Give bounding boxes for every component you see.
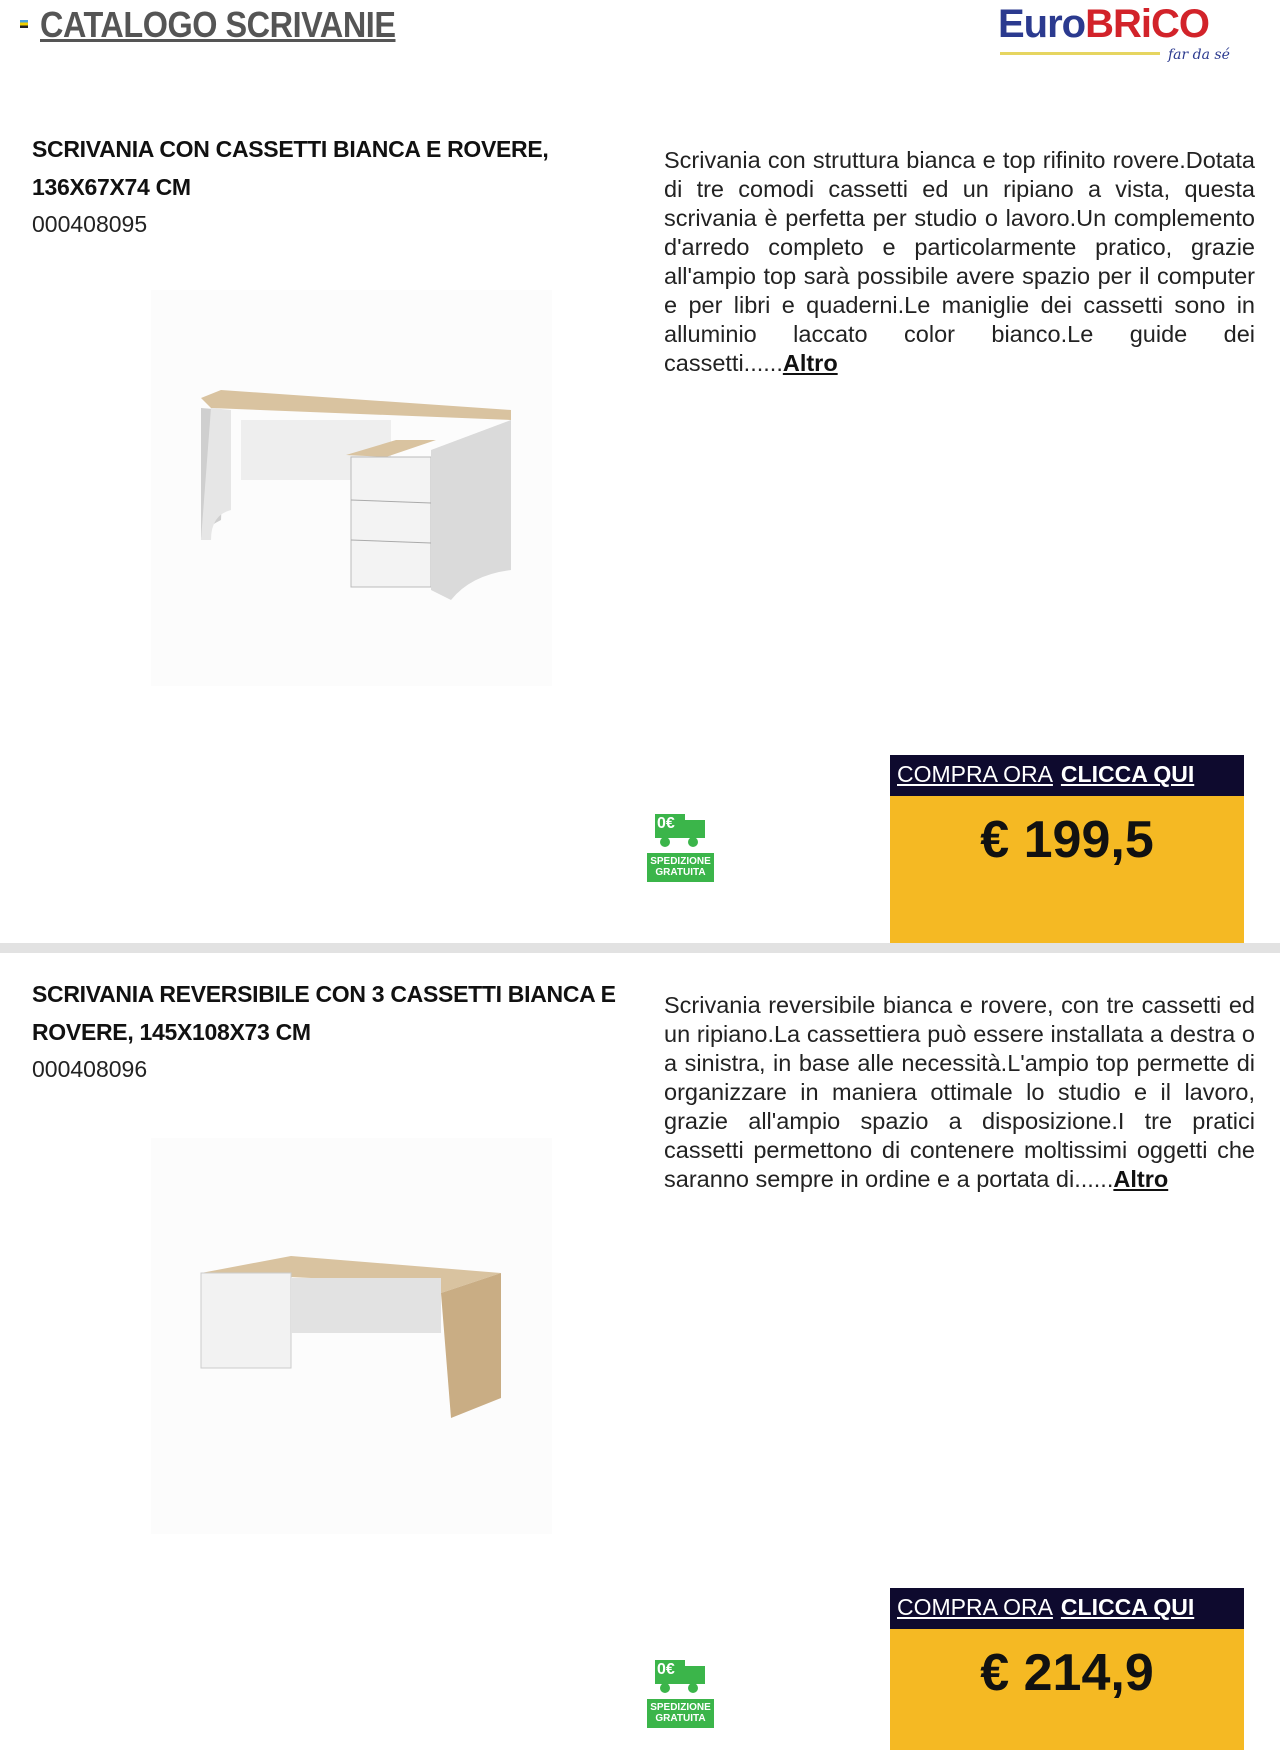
more-link[interactable]: Altro (1113, 1166, 1169, 1192)
description-text: Scrivania reversibile bianca e rovere, con tre cassetti ed un ripiano.La cassettiera può essere installata a destra o a sinistra, in base alle necessità.L'ampio top permette di organizzare in maniera ottimale lo studio e il lavoro, grazie all'ampio spazio a disposizione.I tre pratici cassetti permettono di contenere moltissimi oggetti che saranno sempre in ordine e a portata di...... (664, 992, 1255, 1192)
buy-now-label[interactable]: COMPRA ORA (897, 761, 1053, 787)
logo-tagline: far da sé (1168, 47, 1230, 63)
logo-underline (1000, 52, 1160, 55)
eurobrico-logo[interactable] (998, 2, 1243, 64)
shipping-line2: GRATUITA (655, 1713, 706, 1724)
description-text: Scrivania con struttura bianca e top rifinito rovere.Dotata di tre comodi cassetti ed un ripiano a vista, questa scrivania è perfetta per studio o lavoro.Un complemento d'arredo completo e particolarmente pratico, grazie all'ampio top sarà possibile avere spazio per il computer e per libri e quaderni.Le maniglie dei cassetti sono in alluminio laccato color bianco.Le guide dei cassetti...... (664, 147, 1255, 376)
more-link[interactable]: Altro (782, 350, 838, 376)
shipping-line1: SPEDIZIONE (650, 1702, 711, 1713)
bullet-icon (20, 20, 28, 28)
product-image[interactable] (151, 1138, 552, 1534)
product-image[interactable] (151, 290, 552, 686)
free-shipping-badge (647, 812, 714, 882)
product-description (664, 146, 1255, 378)
logo-euro: Euro (998, 2, 1086, 46)
shipping-label (647, 1702, 714, 1724)
product-code: 000408095 (32, 211, 148, 237)
product-description (664, 991, 1255, 1194)
shipping-amount: 0€ (657, 815, 675, 832)
product-title: SCRIVANIA CON CASSETTI BIANCA E ROVERE, 136X67X74 CM (32, 136, 549, 200)
buy-now-label[interactable]: COMPRA ORA (897, 1594, 1053, 1620)
product-heading (32, 975, 642, 1087)
shipping-amount: 0€ (657, 1661, 675, 1678)
product-code: 000408096 (32, 1056, 148, 1082)
shipping-line2: GRATUITA (655, 867, 706, 878)
click-here-link[interactable]: CLICCA QUI (1060, 761, 1195, 787)
buy-header[interactable] (890, 1588, 1244, 1629)
shipping-label (647, 856, 714, 878)
price: € 199,5 (980, 811, 1154, 869)
shipping-line1: SPEDIZIONE (650, 856, 711, 867)
price: € 214,9 (980, 1644, 1154, 1702)
buy-header[interactable] (890, 755, 1244, 796)
product-title: SCRIVANIA REVERSIBILE CON 3 CASSETTI BIANCA E ROVERE, 145X108X73 CM (32, 981, 616, 1045)
desk-image-2 (151, 1138, 552, 1534)
click-here-link[interactable]: CLICCA QUI (1060, 1594, 1195, 1620)
logo-brico: BRiCO (1085, 2, 1210, 46)
buy-box[interactable] (890, 755, 1244, 952)
page-title: CATALOGO SCRIVANIE (40, 4, 396, 45)
buy-box[interactable] (890, 1588, 1244, 1750)
product-heading (32, 130, 642, 242)
desk-image-1 (151, 290, 552, 686)
free-shipping-badge (647, 1658, 714, 1728)
section-divider (0, 943, 1280, 953)
